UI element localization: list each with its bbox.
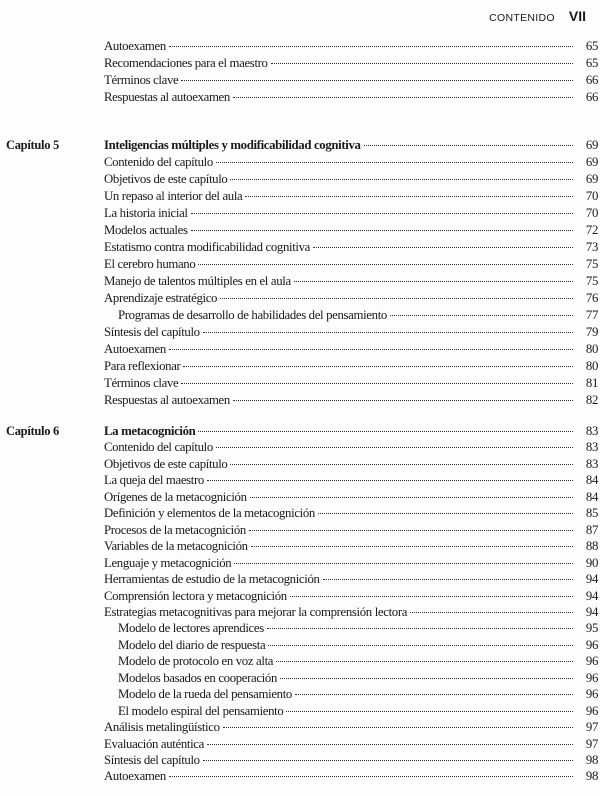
toc-entry-title: Recomendaciones para el maestro [104, 55, 268, 70]
dot-leader [216, 447, 573, 448]
chapter-label: Capítulo 5 [6, 138, 59, 152]
toc-entry-title: Estatismo contra modificabilidad cognitiva [104, 240, 310, 254]
toc-entry-page: 84 [585, 473, 598, 488]
toc-entry[interactable] [104, 138, 598, 153]
dot-leader [245, 196, 573, 197]
toc-entry-title: Variables de la metacognición [104, 539, 248, 554]
dot-leader [203, 332, 573, 333]
toc-entry-title: Términos clave [104, 72, 179, 87]
toc-entry[interactable] [104, 737, 598, 752]
toc-entry-page: 65 [585, 39, 598, 53]
dot-leader [198, 264, 573, 265]
toc-entry-page: 80 [585, 342, 598, 356]
running-header [489, 8, 586, 24]
dot-leader [169, 776, 573, 777]
toc-entry-title: La queja del maestro [104, 473, 204, 488]
toc-entry-page: 90 [585, 555, 598, 570]
toc-entry-title: Manejo de talentos múltiples en el aula [104, 274, 291, 288]
toc-entry[interactable] [104, 73, 598, 88]
dot-leader [323, 579, 573, 580]
toc-entry[interactable] [104, 393, 598, 408]
dot-leader [233, 97, 573, 98]
dot-leader [220, 298, 573, 299]
toc-entry[interactable] [104, 572, 598, 587]
dot-leader [250, 497, 573, 498]
toc-entry-page: 96 [585, 637, 598, 652]
toc-entry-title: Aprendizaje estratégico [104, 291, 218, 305]
toc-entry-title: Modelo del diario de respuesta [118, 637, 266, 652]
dot-leader [207, 480, 573, 481]
toc-entry-page: 98 [585, 769, 598, 784]
toc-entry[interactable] [118, 687, 598, 702]
toc-entry-title: Modelos actuales [104, 223, 188, 237]
dot-leader [280, 678, 573, 679]
toc-entry-page: 73 [585, 240, 598, 254]
dot-leader [267, 628, 573, 629]
toc-entry-page: 96 [585, 687, 598, 702]
toc-entry-title: Modelo de protocolo en voz alta [118, 654, 274, 669]
toc-entry-page: 79 [585, 325, 598, 339]
dot-leader [169, 349, 573, 350]
toc-entry[interactable] [104, 291, 598, 306]
toc-entry-title: Modelos basados en cooperación [118, 670, 278, 685]
toc-entry-page: 94 [585, 588, 598, 603]
toc-entry-page: 81 [585, 376, 598, 390]
toc-entry[interactable] [104, 189, 598, 204]
running-header-title: CONTENIDO [489, 12, 555, 24]
toc-entry-page: 87 [585, 522, 598, 537]
toc-entry-title: Respuestas al autoexamen [104, 89, 230, 104]
toc-entry-title: Modelo de la rueda del pensamiento [118, 687, 292, 702]
dot-leader [203, 760, 573, 761]
dot-leader [191, 213, 573, 214]
toc-entry-title: Orígenes de la metacognición [104, 489, 247, 504]
toc-entry-page: 69 [585, 138, 598, 152]
dot-leader [233, 400, 573, 401]
toc-entry[interactable] [104, 376, 598, 391]
toc-entry-title: Autoexamen [104, 342, 166, 356]
toc-entry-page: 84 [585, 489, 598, 504]
toc-entry[interactable] [118, 621, 598, 636]
toc-entry[interactable] [104, 539, 598, 554]
toc-entry-page: 83 [585, 456, 598, 471]
toc-entry[interactable] [104, 605, 598, 620]
toc-entry[interactable] [104, 589, 598, 604]
toc-entry-page: 98 [585, 753, 598, 767]
toc-entry[interactable] [104, 206, 598, 221]
toc-entry[interactable] [104, 424, 598, 439]
chapter-label: Capítulo 6 [6, 424, 59, 438]
toc-entry-page: 70 [585, 189, 598, 203]
dot-leader [271, 63, 573, 64]
dot-leader [223, 727, 573, 728]
toc-entry-title: Términos clave [104, 376, 179, 390]
dot-leader [249, 530, 573, 531]
toc-entry-title: Para reflexionar [104, 359, 181, 373]
toc-entry[interactable] [104, 90, 598, 105]
toc-entry-title: El modelo espiral del pensamiento [118, 703, 284, 718]
page-number: VII [568, 8, 586, 24]
toc-entry-page: 72 [585, 223, 598, 237]
toc-entry-title: Síntesis del capítulo [104, 753, 200, 767]
toc-entry-title: Procesos de la metacognición [104, 522, 246, 537]
toc-entry[interactable] [104, 325, 598, 340]
dot-leader [364, 145, 573, 146]
toc-entry-title: Análisis metalingüístico [104, 720, 220, 735]
dot-leader [318, 513, 573, 514]
toc-entry[interactable] [104, 490, 598, 505]
toc-entry[interactable] [118, 654, 598, 669]
dot-leader [268, 645, 573, 646]
toc-entry-page: 80 [585, 359, 598, 373]
dot-leader [216, 162, 573, 163]
toc-entry-page: 97 [585, 720, 598, 735]
dot-leader [234, 563, 573, 564]
toc-entry-title: Contenido del capítulo [104, 440, 213, 455]
dot-leader [276, 661, 573, 662]
dot-leader [390, 315, 573, 316]
toc-entry-title: La historia inicial [104, 206, 188, 220]
toc-entry[interactable] [104, 56, 598, 71]
toc-entry-page: 88 [585, 539, 598, 554]
dot-leader [183, 366, 573, 367]
toc-entry-page: 76 [585, 291, 598, 305]
toc-entry[interactable] [104, 440, 598, 455]
toc-entry[interactable] [104, 359, 598, 374]
toc-entry-page: 75 [585, 257, 598, 271]
toc-entry-page: 69 [585, 155, 598, 169]
dot-leader [191, 230, 573, 231]
toc-entry[interactable] [118, 704, 598, 719]
dot-leader [169, 46, 573, 47]
toc-entry-title: El cerebro humano [104, 257, 196, 271]
toc-entry[interactable] [104, 342, 598, 357]
toc-entry-title: Modelo de lectores aprendices [118, 621, 264, 636]
toc-entry[interactable] [104, 753, 598, 768]
toc-entry-title: Estrategias metacognitivas para mejorar la comprensión lectora [104, 604, 408, 619]
toc-entry[interactable] [104, 172, 598, 187]
toc-entry-page: 96 [585, 654, 598, 669]
dot-leader [230, 464, 573, 465]
toc-entry-page: 96 [585, 670, 598, 685]
toc-entry[interactable] [104, 473, 598, 488]
toc-entry[interactable] [104, 506, 598, 521]
toc-entry-page: 85 [585, 506, 598, 521]
toc-entry[interactable] [104, 457, 598, 472]
toc-entry-title: Evaluación auténtica [104, 736, 204, 751]
dot-leader [251, 546, 573, 547]
dot-leader [181, 383, 573, 384]
toc-entry[interactable] [118, 638, 598, 653]
toc-entry-title: Un repaso al interior del aula [104, 189, 243, 203]
toc-entry[interactable] [104, 39, 598, 54]
toc-entry-page: 75 [585, 274, 598, 288]
toc-entry-title: La metacognición [104, 424, 196, 438]
toc-entry-page: 77 [585, 308, 598, 322]
toc-entry-title: Autoexamen [104, 769, 166, 784]
toc-entry-title: Comprensión lectora y metacognición [104, 588, 287, 603]
toc-entry-page: 83 [585, 424, 598, 438]
toc-entry[interactable] [118, 308, 598, 323]
toc-entry-page: 94 [585, 604, 598, 619]
toc-entry[interactable] [104, 523, 598, 538]
toc-entry-title: Objetivos de este capítulo [104, 172, 228, 186]
toc-entry-page: 65 [585, 55, 598, 70]
toc-entry-page: 96 [585, 703, 598, 718]
dot-leader [230, 179, 573, 180]
toc-entry[interactable] [104, 556, 598, 571]
toc-entry[interactable] [104, 769, 598, 784]
dot-leader [295, 694, 573, 695]
dot-leader [294, 281, 573, 282]
toc-entry[interactable] [118, 671, 598, 686]
toc-entry-page: 95 [585, 621, 598, 636]
toc-entry-title: Objetivos de este capítulo [104, 456, 228, 471]
toc-entry-title: Autoexamen [104, 39, 166, 53]
dot-leader [313, 247, 573, 248]
dot-leader [207, 744, 573, 745]
toc-entry-page: 66 [585, 89, 598, 104]
toc-entry[interactable] [104, 155, 598, 170]
dot-leader [410, 612, 573, 613]
toc-entry-page: 70 [585, 206, 598, 220]
dot-leader [290, 596, 573, 597]
toc-entry-page: 83 [585, 440, 598, 455]
dot-leader [181, 80, 573, 81]
toc-entry-title: Contenido del capítulo [104, 155, 213, 169]
toc-entry-page: 69 [585, 172, 598, 186]
toc-entry-title: Lenguaje y metacognición [104, 555, 232, 570]
toc-entry-page: 97 [585, 736, 598, 751]
toc-entry-title: Herramientas de estudio de la metacognición [104, 572, 320, 587]
toc-entry-title: Definición y elementos de la metacognición [104, 506, 315, 521]
toc-entry-title: Respuestas al autoexamen [104, 393, 230, 407]
toc-entry-page: 66 [585, 72, 598, 87]
toc-entry[interactable] [104, 240, 598, 255]
toc-entry[interactable] [104, 257, 598, 272]
toc-entry[interactable] [104, 274, 598, 289]
toc-entry-title: Síntesis del capítulo [104, 325, 200, 339]
toc-entry[interactable] [104, 223, 598, 238]
toc-entry-title: Programas de desarrollo de habilidades del pensamiento [118, 308, 387, 322]
toc-entry-title: Inteligencias múltiples y modificabilidad cognitiva [104, 138, 361, 152]
dot-leader [198, 431, 573, 432]
dot-leader [286, 711, 573, 712]
toc-entry-page: 94 [585, 572, 598, 587]
toc-entry[interactable] [104, 720, 598, 735]
toc-entry-page: 82 [585, 393, 598, 407]
